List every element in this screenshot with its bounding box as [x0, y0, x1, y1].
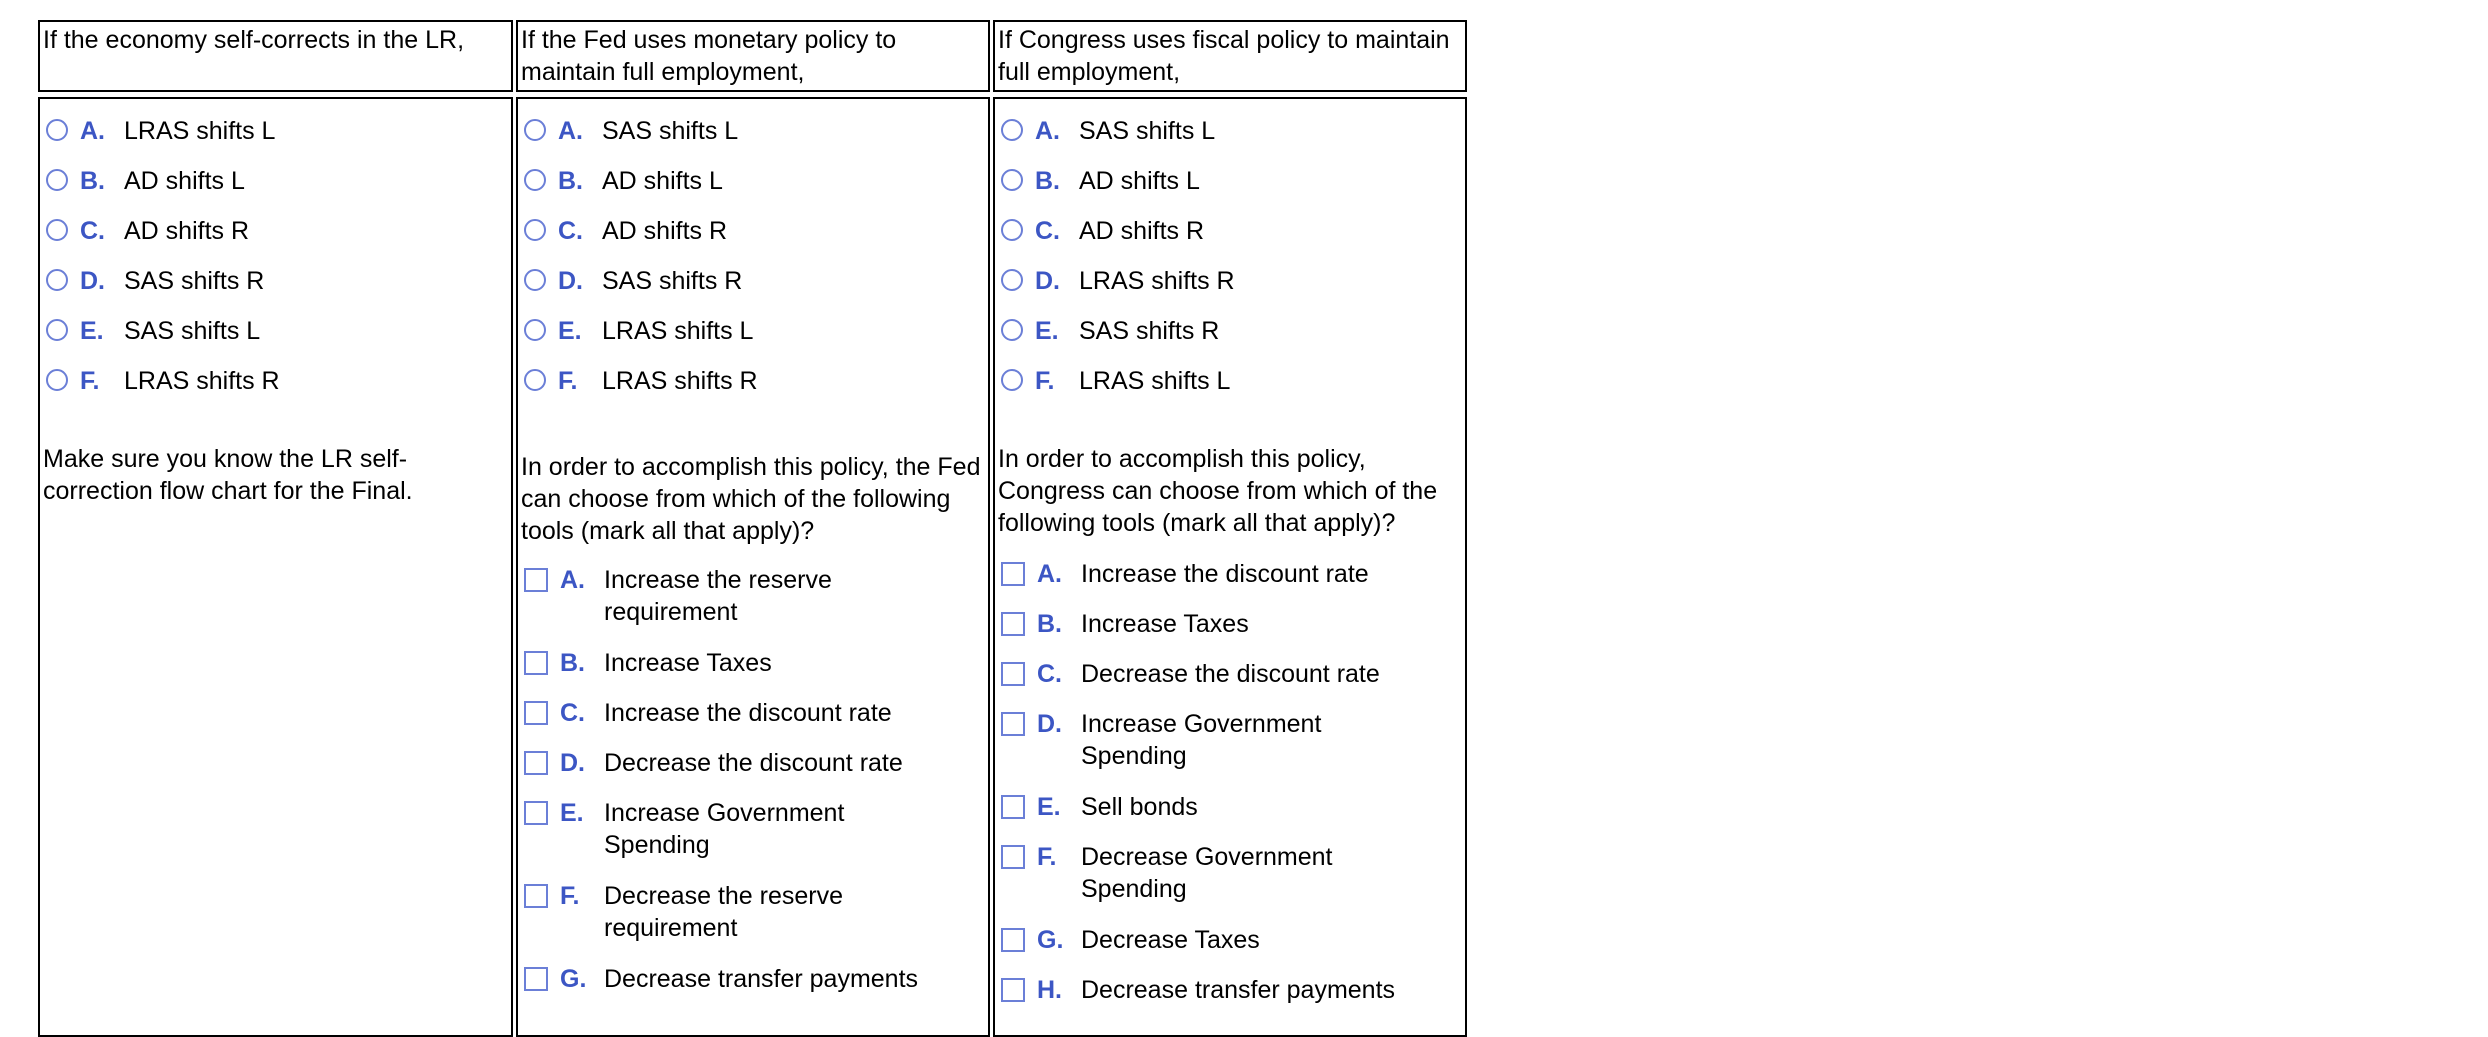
radio-icon[interactable] [524, 269, 546, 291]
option-text: Decrease transfer payments [604, 965, 919, 993]
option-text: SAS shifts R [1079, 317, 1220, 345]
radio-icon[interactable] [46, 119, 68, 141]
checkbox-option[interactable] [1001, 556, 1421, 596]
fed-tools-prompt: In order to accomplish this policy, the Fed can choose from which of the following tools (mark all that apply)? [521, 453, 981, 545]
option-letter: D. [1037, 710, 1062, 738]
header-fed [516, 20, 990, 92]
option-letter: C. [1037, 660, 1062, 688]
checkbox-icon[interactable] [1001, 928, 1025, 952]
option-letter: A. [560, 566, 585, 594]
radio-option[interactable] [524, 313, 753, 353]
option-text: AD shifts R [1079, 217, 1205, 245]
radio-option[interactable] [1001, 263, 1235, 303]
checkbox-icon[interactable] [1001, 562, 1025, 586]
option-text: Increase Government Spending [1081, 710, 1322, 770]
radio-option[interactable] [524, 113, 738, 153]
checkbox-icon[interactable] [1001, 612, 1025, 636]
option-text: LRAS shifts L [602, 317, 754, 345]
radio-icon[interactable] [524, 119, 546, 141]
option-letter: A. [1037, 560, 1062, 588]
option-text: SAS shifts L [602, 117, 739, 145]
radio-option[interactable] [1001, 363, 1230, 403]
radio-option[interactable] [46, 213, 249, 253]
header-self-correct [38, 20, 513, 92]
checkbox-option[interactable] [524, 878, 874, 942]
option-letter: F. [1037, 843, 1057, 871]
option-text: AD shifts L [1079, 167, 1200, 195]
checkbox-icon[interactable] [524, 801, 548, 825]
option-letter: E. [80, 317, 104, 345]
option-text: AD shifts R [602, 217, 728, 245]
checkbox-option[interactable] [1001, 606, 1421, 646]
option-letter: B. [558, 167, 583, 195]
option-letter: F. [560, 882, 580, 910]
option-text: Decrease the discount rate [604, 749, 903, 777]
option-letter: D. [80, 267, 105, 295]
radio-icon[interactable] [1001, 219, 1023, 241]
radio-icon[interactable] [1001, 319, 1023, 341]
option-text: Decrease Taxes [1081, 926, 1260, 954]
radio-icon[interactable] [524, 369, 546, 391]
option-text: LRAS shifts L [1079, 367, 1231, 395]
option-letter: D. [558, 267, 583, 295]
option-letter: A. [80, 117, 105, 145]
option-text: Decrease transfer payments [1081, 976, 1396, 1004]
radio-option[interactable] [1001, 113, 1215, 153]
option-letter: C. [1035, 217, 1060, 245]
option-letter: B. [1035, 167, 1060, 195]
option-letter: B. [80, 167, 105, 195]
radio-option[interactable] [524, 263, 742, 303]
header-text: If Congress uses fiscal policy to maintain full employment, [998, 26, 1450, 86]
option-letter: A. [1035, 117, 1060, 145]
option-letter: E. [1037, 793, 1061, 821]
checkbox-option[interactable] [1001, 972, 1421, 1012]
option-letter: C. [80, 217, 105, 245]
radio-icon[interactable] [1001, 369, 1023, 391]
option-text: Decrease the discount rate [1081, 660, 1380, 688]
column-congress [993, 97, 1467, 1037]
option-text: Increase Taxes [1081, 610, 1249, 638]
option-text: LRAS shifts R [602, 367, 758, 395]
option-letter: D. [560, 749, 585, 777]
header-text: If the economy self-corrects in the LR, [43, 26, 465, 54]
option-letter: A. [558, 117, 583, 145]
checkbox-icon[interactable] [524, 751, 548, 775]
radio-option[interactable] [46, 113, 275, 153]
checkbox-option[interactable] [1001, 922, 1421, 962]
radio-icon[interactable] [1001, 119, 1023, 141]
option-letter: G. [560, 965, 587, 993]
checkbox-option[interactable] [524, 645, 944, 685]
radio-icon[interactable] [524, 169, 546, 191]
option-text: AD shifts L [602, 167, 723, 195]
option-letter: D. [1035, 267, 1060, 295]
option-text: Decrease Government Spending [1081, 843, 1333, 903]
radio-option[interactable] [46, 313, 260, 353]
option-letter: F. [558, 367, 578, 395]
option-letter: F. [1035, 367, 1055, 395]
option-text: LRAS shifts L [124, 117, 276, 145]
radio-option[interactable] [1001, 163, 1200, 203]
checkbox-icon[interactable] [524, 651, 548, 675]
radio-icon[interactable] [46, 319, 68, 341]
radio-icon[interactable] [46, 369, 68, 391]
option-text: Increase Government Spending [604, 799, 845, 859]
checkbox-option[interactable] [524, 961, 944, 1001]
option-text: LRAS shifts R [124, 367, 280, 395]
radio-icon[interactable] [46, 269, 68, 291]
option-text: AD shifts R [124, 217, 250, 245]
checkbox-option[interactable] [1001, 706, 1351, 770]
header-text: If the Fed uses monetary policy to maintain full employment, [521, 26, 897, 86]
checkbox-option[interactable] [1001, 789, 1421, 829]
option-text: Increase the discount rate [604, 699, 892, 727]
option-letter: G. [1037, 926, 1064, 954]
radio-option[interactable] [46, 363, 280, 403]
checkbox-option[interactable] [524, 795, 874, 859]
option-letter: H. [1037, 976, 1062, 1004]
option-text: SAS shifts L [1079, 117, 1216, 145]
congress-tools-prompt: In order to accomplish this policy, Congress can choose from which of the following tools (mark all that apply)? [998, 445, 1438, 537]
option-letter: E. [1035, 317, 1059, 345]
option-text: Decrease the reserve requirement [604, 882, 844, 942]
column-self-correct [38, 97, 513, 1037]
radio-icon[interactable] [46, 219, 68, 241]
header-congress [993, 20, 1467, 92]
checkbox-icon[interactable] [1001, 662, 1025, 686]
option-letter: B. [560, 649, 585, 677]
checkbox-icon[interactable] [524, 701, 548, 725]
checkbox-icon[interactable] [524, 884, 548, 908]
option-text: Increase Taxes [604, 649, 772, 677]
radio-icon[interactable] [1001, 169, 1023, 191]
option-text: Sell bonds [1081, 793, 1198, 821]
radio-option[interactable] [524, 213, 727, 253]
radio-option[interactable] [46, 263, 264, 303]
column-fed [516, 97, 990, 1037]
radio-icon[interactable] [1001, 269, 1023, 291]
radio-option[interactable] [46, 163, 245, 203]
option-text: Increase the reserve requirement [604, 566, 832, 626]
option-letter: E. [560, 799, 584, 827]
option-text: SAS shifts L [124, 317, 261, 345]
option-text: SAS shifts R [602, 267, 743, 295]
option-text: AD shifts L [124, 167, 245, 195]
checkbox-option[interactable] [1001, 656, 1421, 696]
radio-icon[interactable] [524, 319, 546, 341]
radio-option[interactable] [1001, 213, 1204, 253]
checkbox-option[interactable] [1001, 839, 1351, 903]
checkbox-icon[interactable] [524, 568, 548, 592]
checkbox-option[interactable] [524, 695, 944, 735]
option-letter: C. [560, 699, 585, 727]
radio-icon[interactable] [524, 219, 546, 241]
option-text: SAS shifts R [124, 267, 265, 295]
radio-option[interactable] [524, 363, 758, 403]
study-note: Make sure you know the LR self-correction flow chart for the Final. [43, 445, 413, 505]
option-text: Increase the discount rate [1081, 560, 1369, 588]
option-letter: F. [80, 367, 100, 395]
option-letter: C. [558, 217, 583, 245]
checkbox-option[interactable] [524, 745, 944, 785]
option-letter: B. [1037, 610, 1062, 638]
checkbox-icon[interactable] [524, 967, 548, 991]
option-text: LRAS shifts R [1079, 267, 1235, 295]
radio-icon[interactable] [46, 169, 68, 191]
radio-option[interactable] [1001, 313, 1219, 353]
radio-option[interactable] [524, 163, 723, 203]
option-letter: E. [558, 317, 582, 345]
checkbox-icon[interactable] [1001, 795, 1025, 819]
checkbox-icon[interactable] [1001, 712, 1025, 736]
checkbox-option[interactable] [524, 562, 944, 626]
checkbox-icon[interactable] [1001, 845, 1025, 869]
checkbox-icon[interactable] [1001, 978, 1025, 1002]
